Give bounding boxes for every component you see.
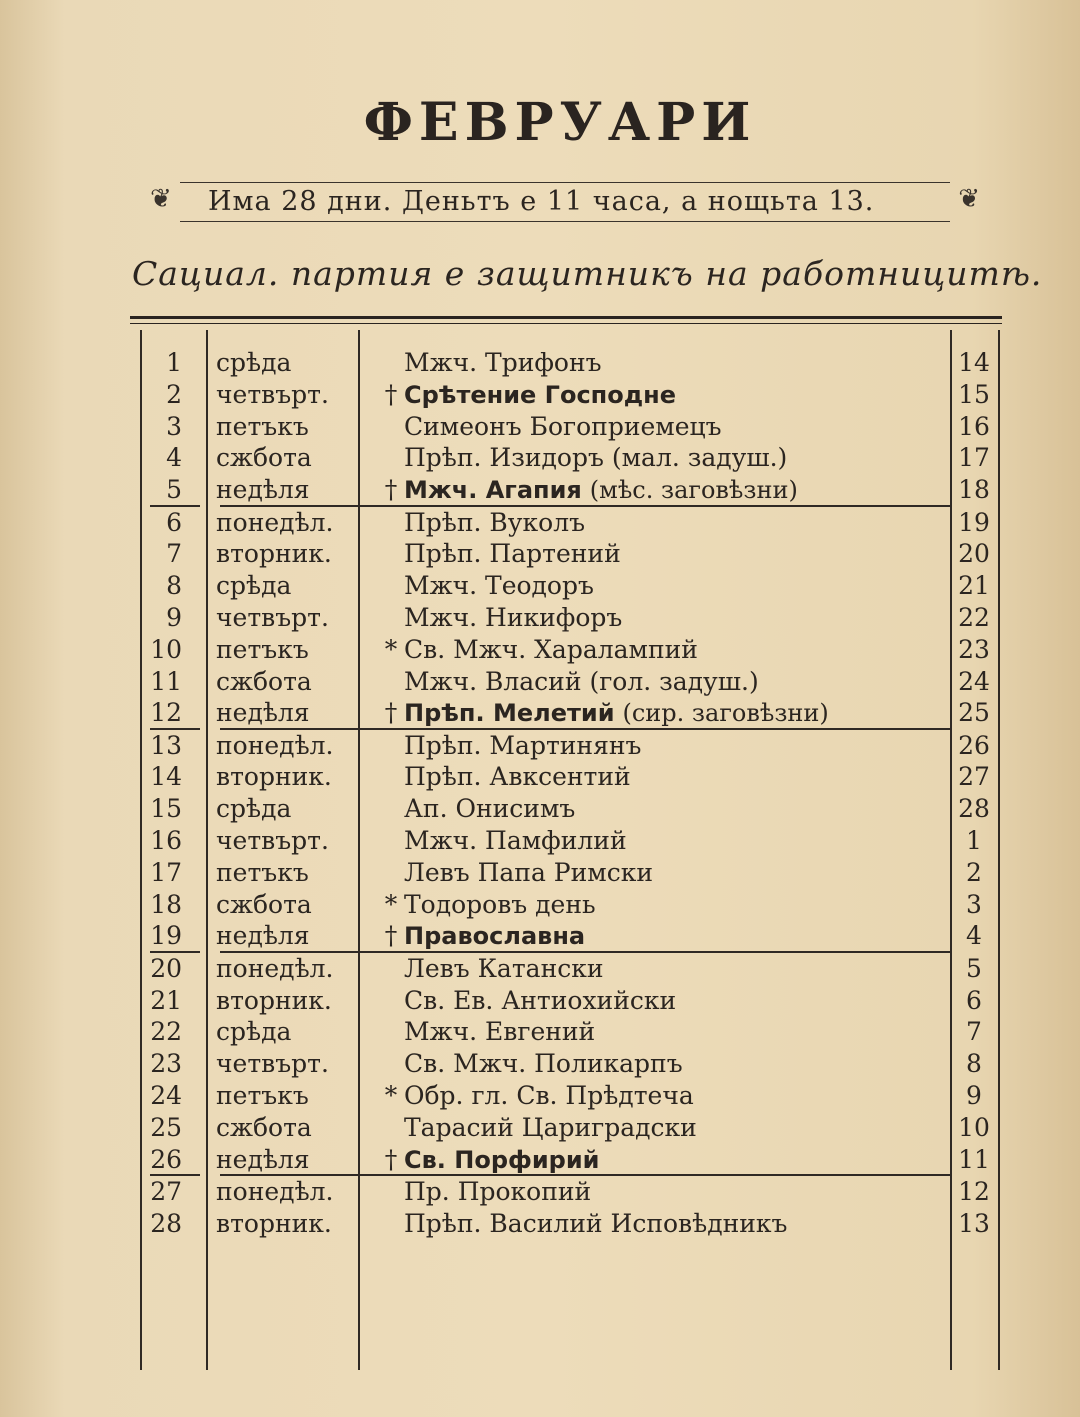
table-row [160,508,1010,540]
week-separator [358,951,950,953]
weekday: срѣда [216,794,292,824]
saint-name [404,1177,591,1206]
old-style-date: 25 [958,698,990,728]
old-style-date: 8 [966,1049,982,1079]
day-number: 8 [166,571,182,601]
table-row [150,953,1010,986]
saint-name [404,603,622,632]
saint-text: Прѣп. Мартинянъ [404,730,642,760]
table-row [160,603,1010,635]
weekday: недѣля [216,1144,310,1174]
saint-text: Мжч. Никифоръ [404,602,623,632]
saint-name [404,412,722,441]
saint-text: Пр. Прокопий [404,1176,592,1206]
week-separator [150,728,200,730]
weekday: петъкъ [216,411,309,441]
weekday: вторник. [216,762,332,792]
day-number: 20 [150,953,182,983]
calendar-table [150,330,1010,1370]
weekday: срѣда [216,1017,292,1047]
table-row [150,1176,1010,1209]
old-style-date: 20 [958,539,990,569]
saint-name [404,890,596,919]
feast-note: (мѣс. заговѣзни) [589,476,798,505]
old-style-date: 9 [966,1080,982,1110]
weekday: сжбота [216,443,312,473]
old-style-date: 24 [958,666,990,696]
saint-name [404,1113,697,1142]
saint-name [404,1145,599,1174]
weekday: сжбота [216,1112,312,1142]
day-number: 10 [150,634,182,664]
saint-text: Св. Ев. Антиохийски [404,985,677,1015]
saint-text: Обр. гл. Св. Прѣдтеча [404,1080,694,1110]
old-style-date: 14 [958,348,990,377]
saint-name [404,539,621,568]
saint-text: Прѣп. Авксентий [404,762,631,792]
old-style-date: 12 [958,1176,990,1206]
weekday: понедѣл. [216,730,334,760]
weekday: петъкъ [216,1080,309,1110]
cross-icon: † [384,379,398,409]
old-style-date: 16 [958,411,990,441]
table-row [150,857,1010,890]
day-number: 7 [166,539,182,569]
ornament-icon: ❦ [150,184,172,214]
feast-name: Св. Порфирий [404,1145,600,1174]
weekday: петъкъ [216,634,309,664]
weekday: понедѣл. [216,1176,334,1206]
saint-name [404,1081,694,1110]
day-number: 21 [150,985,182,1015]
table-row [150,1112,1010,1145]
weekday: сжбота [216,889,312,919]
old-style-date: 22 [958,602,990,632]
cross-icon: † [384,1144,398,1174]
saint-name [404,731,641,760]
feast-name: Срѣтение Господне [404,380,676,409]
week-separator [220,505,360,507]
weekday: четвърт. [216,826,329,855]
table-row [150,921,1010,953]
day-number: 13 [150,730,182,760]
cross-icon: † [384,921,398,951]
ornament-icon: ❦ [958,184,980,214]
day-number: 14 [150,762,182,792]
saint-name [404,348,602,377]
week-separator [150,951,200,953]
saint-text: Прѣп. Изидоръ (мал. задуш.) [404,443,788,473]
saint-text: Прѣп. Василий Исповѣдникъ [404,1208,788,1238]
old-style-date: 28 [958,794,990,824]
old-style-date: 1 [966,826,982,855]
saint-name [404,826,627,855]
saint-name [404,954,604,983]
day-number: 25 [150,1112,182,1142]
weekday: четвърт. [216,602,329,632]
saint-text: Мжч. Евгений [404,1017,596,1047]
weekday: недѣля [216,698,310,728]
weekday: недѣля [216,475,310,505]
table-row [150,1080,1010,1113]
month-info-bar [150,180,980,224]
weekday: срѣда [216,571,292,601]
table-row [160,443,1010,475]
week-separator [358,505,950,507]
old-style-date: 19 [958,507,990,537]
saint-name [404,986,676,1015]
old-style-date: 26 [958,730,990,760]
weekday: сжбота [216,666,312,696]
weekday: понедѣл. [216,953,334,983]
saint-name [404,380,676,409]
day-number: 17 [150,857,182,887]
saint-text: Мжч. Теодоръ [404,571,594,601]
table-row [150,666,1010,699]
saint-name [404,635,698,664]
saint-name [404,443,787,472]
week-separator [150,505,200,507]
day-number: 2 [166,379,182,409]
saint-name [404,475,798,504]
old-style-date: 23 [958,634,990,664]
divider [130,323,1002,324]
day-number: 5 [166,475,182,505]
day-number: 18 [150,889,182,919]
day-number: 9 [166,602,182,632]
weekday: вторник. [216,985,332,1015]
table-row [150,1208,1010,1241]
day-number: 24 [150,1080,182,1110]
week-separator [220,728,360,730]
saint-text: Мжч. Памфилий [404,826,627,855]
weekday: недѣля [216,921,310,951]
table-row [160,412,1010,444]
table-row [150,634,1010,667]
week-separator [358,1174,950,1176]
saint-name [404,698,829,727]
week-separator [220,951,360,953]
saint-name [404,508,585,537]
old-style-date: 27 [958,762,990,792]
month-info-text: Има 28 дни. Деньтъ е 11 часа, а нощьта 13. [208,186,875,217]
week-separator [150,1174,200,1176]
month-title: ФЕВРУАРИ [363,92,757,153]
feast-name: Мжч. Агапия [404,476,582,505]
table-row [150,762,1010,794]
asterisk-icon: * [384,634,398,664]
saint-text: Св. Мжч. Поликарпъ [404,1049,683,1079]
day-number: 26 [150,1144,182,1174]
weekday: петъкъ [216,857,309,887]
saint-text: Прѣп. Вуколъ [404,507,585,537]
divider [180,221,950,222]
old-style-date: 10 [958,1112,990,1142]
weekday: вторник. [216,539,332,569]
saint-text: Ап. Онисимъ [404,794,576,824]
saint-text: Левъ Катански [404,953,604,983]
day-number: 27 [150,1176,182,1206]
week-separator [358,728,950,730]
asterisk-icon: * [384,1080,398,1110]
feast-name: Прѣп. Мелетий [404,699,615,728]
table-row [160,571,1010,603]
old-style-date: 11 [958,1144,990,1174]
old-style-date: 21 [958,571,990,601]
day-number: 6 [166,507,182,537]
saint-name [404,921,585,950]
old-style-date: 2 [966,857,982,887]
feast-note: (сир. заговѣзни) [622,699,829,728]
saint-name [404,667,759,696]
day-number: 1 [166,348,182,377]
weekday: четвърт. [216,1049,329,1079]
day-number: 4 [166,443,182,473]
weekday: срѣда [216,348,292,377]
day-number: 19 [150,921,182,951]
weekday: вторник. [216,1208,332,1238]
day-number: 28 [150,1208,182,1238]
table-row [160,475,1010,507]
old-style-date: 17 [958,443,990,473]
table-row [150,794,1010,826]
saint-name [404,571,594,600]
table-row [150,1017,1010,1049]
old-style-date: 5 [966,953,982,983]
saint-text: Прѣп. Партений [404,539,621,569]
table-row [150,985,1010,1018]
saint-text: Левъ Папа Римски [404,857,654,887]
day-number: 16 [150,826,182,855]
saint-name [404,762,631,791]
table-row [160,539,1010,571]
motto: Сациал. партия е защитникъ на работницитѣ. [132,254,1043,293]
divider [180,182,950,183]
old-style-date: 7 [966,1017,982,1047]
day-number: 3 [166,411,182,441]
cross-icon: † [384,698,398,728]
asterisk-icon: * [384,889,398,919]
weekday: понедѣл. [216,507,334,537]
saint-name [404,1209,787,1238]
weekday: четвърт. [216,379,329,409]
saint-name [404,794,575,823]
day-number: 15 [150,794,182,824]
table-row [160,380,1010,412]
week-separator [220,1174,360,1176]
table-row [150,730,1010,763]
table-row [150,1144,1010,1177]
saint-text: Тарасий Цариградски [404,1112,697,1142]
saint-text: Мжч. Власий (гол. задуш.) [404,666,759,696]
feast-name: Православна [404,922,586,951]
old-style-date: 13 [958,1208,990,1238]
old-style-date: 4 [966,921,982,951]
table-row [150,1049,1010,1081]
saint-text: Мжч. Трифонъ [404,348,602,377]
saint-name [404,858,653,887]
day-number: 11 [150,666,182,696]
saint-name [404,1049,683,1078]
saint-text: Тодоровъ день [404,889,596,919]
table-row [150,826,1010,858]
divider [130,316,1002,319]
table-row [150,889,1010,922]
saint-text: Симеонъ Богоприемецъ [404,411,722,441]
day-number: 12 [150,698,182,728]
day-number: 23 [150,1049,182,1079]
old-style-date: 15 [958,379,990,409]
old-style-date: 6 [966,985,982,1015]
cross-icon: † [384,475,398,505]
saint-text: Св. Мжч. Харалампий [404,634,698,664]
table-row [160,348,1010,380]
old-style-date: 3 [966,889,982,919]
table-row [150,698,1010,730]
saint-name [404,1017,595,1046]
old-style-date: 18 [958,475,990,505]
day-number: 22 [150,1017,182,1047]
